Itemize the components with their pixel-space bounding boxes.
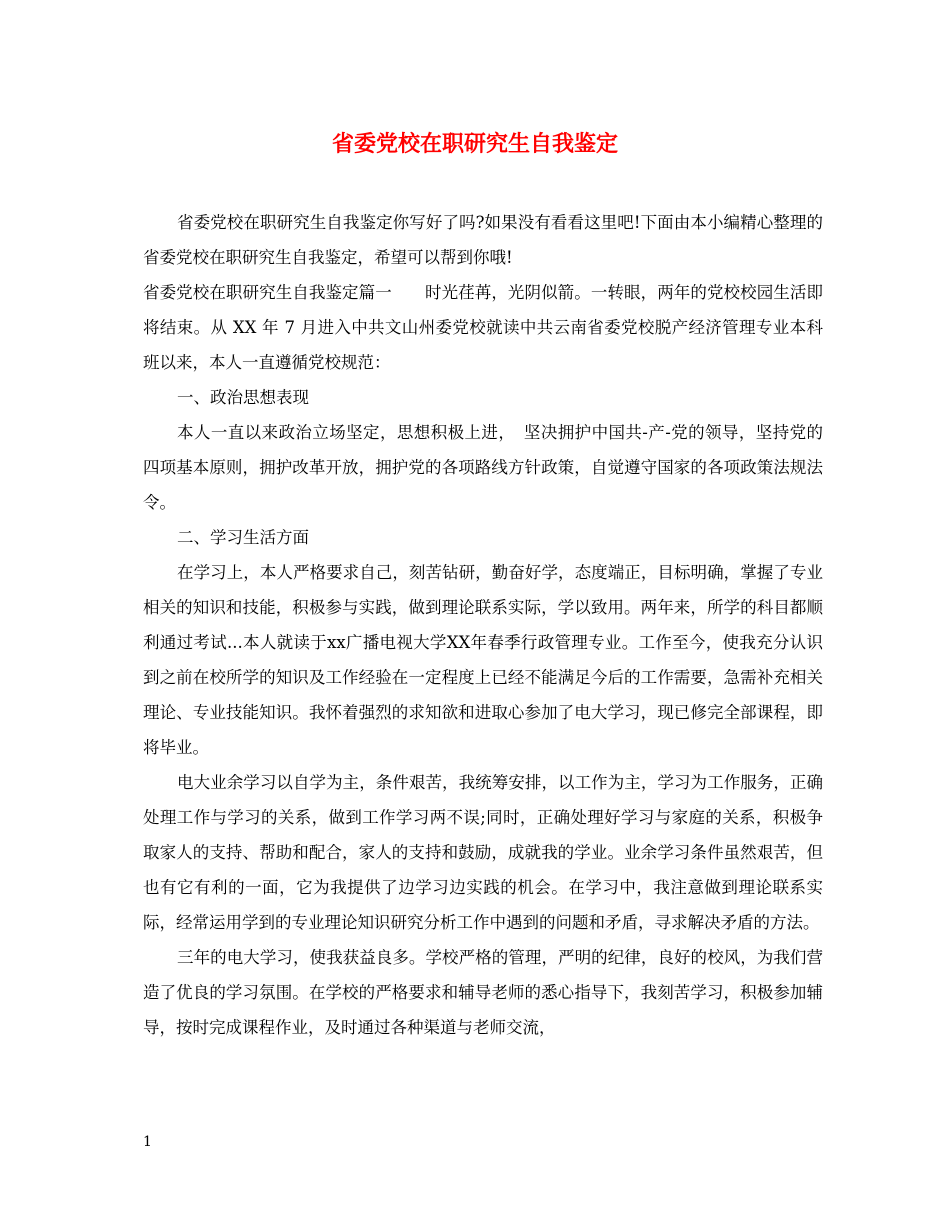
paragraph-political: 本人一直以来政治立场坚定，思想积极上进， 坚决拥护中国共-产-党的领导，坚持党的四项基本原则，拥护改革开放，拥护党的各项路线方针政策，自觉遵守国家的各项政策法规法令。	[143, 423, 823, 512]
paragraph-three-years: 三年的电大学习，使我获益良多。学校严格的管理，严明的纪律，良好的校风，为我们营造了优良的学习氛围。在学校的严格要求和辅导老师的悉心指导下，我刻苦学习，积极参加辅导，按时完成课程作业，及时通过各种渠道与老师交流，	[143, 948, 823, 1037]
paragraph-study: 在学习上，本人严格要求自己，刻苦钻研，勤奋好学，态度端正，目标明确，掌握了专业相关的知识和技能，积极参与实践，做到理论联系实际，学以致用。两年来，所学的科目都顺利通过考试...本人就读于xx广播电视大学XX年春季行政管理专业。工作至今，使我充分认识到之前在校所学的知识及工作经验在一定程度上已经不能满足今后的工作需要，急需补充相关理论、专业技能知识。我怀着强烈的求知欲和进取心参加了电大学习，现已修完全部课程，即将毕业。	[143, 563, 823, 757]
paragraph-part-one-opening: 省委党校在职研究生自我鉴定篇一 时光荏苒，光阴似箭。一转眼，两年的党校校园生活即将结束。从 XX 年 7 月进入中共文山州委党校就读中共云南省委党校脱产经济管理专业本科班以来，本人一直遵循党校规范：	[143, 283, 823, 372]
page-number: 1	[143, 1134, 152, 1150]
section-heading-political: 一、政治思想表现	[177, 388, 309, 407]
paragraph-self-study: 电大业余学习以自学为主，条件艰苦，我统筹安排，以工作为主，学习为工作服务，正确处理工作与学习的关系，做到工作学习两不误;同时，正确处理好学习与家庭的关系，积极争取家人的支持、帮助和配合，家人的支持和鼓励，成就我的学业。业余学习条件虽然艰苦，但也有它有利的一面，它为我提供了边学习边实践的机会。在学习中，我注意做到理论联系实际，经常运用学到的专业理论知识研究分析工作中遇到的问题和矛盾，寻求解决矛盾的方法。	[143, 773, 823, 932]
document-title: 省委党校在职研究生自我鉴定	[331, 132, 618, 157]
section-heading-study: 二、学习生活方面	[177, 528, 309, 547]
document-body	[143, 205, 823, 1045]
paragraph-intro: 省委党校在职研究生自我鉴定你写好了吗?如果没有看看这里吧!下面由本小编精心整理的省委党校在职研究生自我鉴定，希望可以帮到你哦!	[143, 213, 823, 267]
